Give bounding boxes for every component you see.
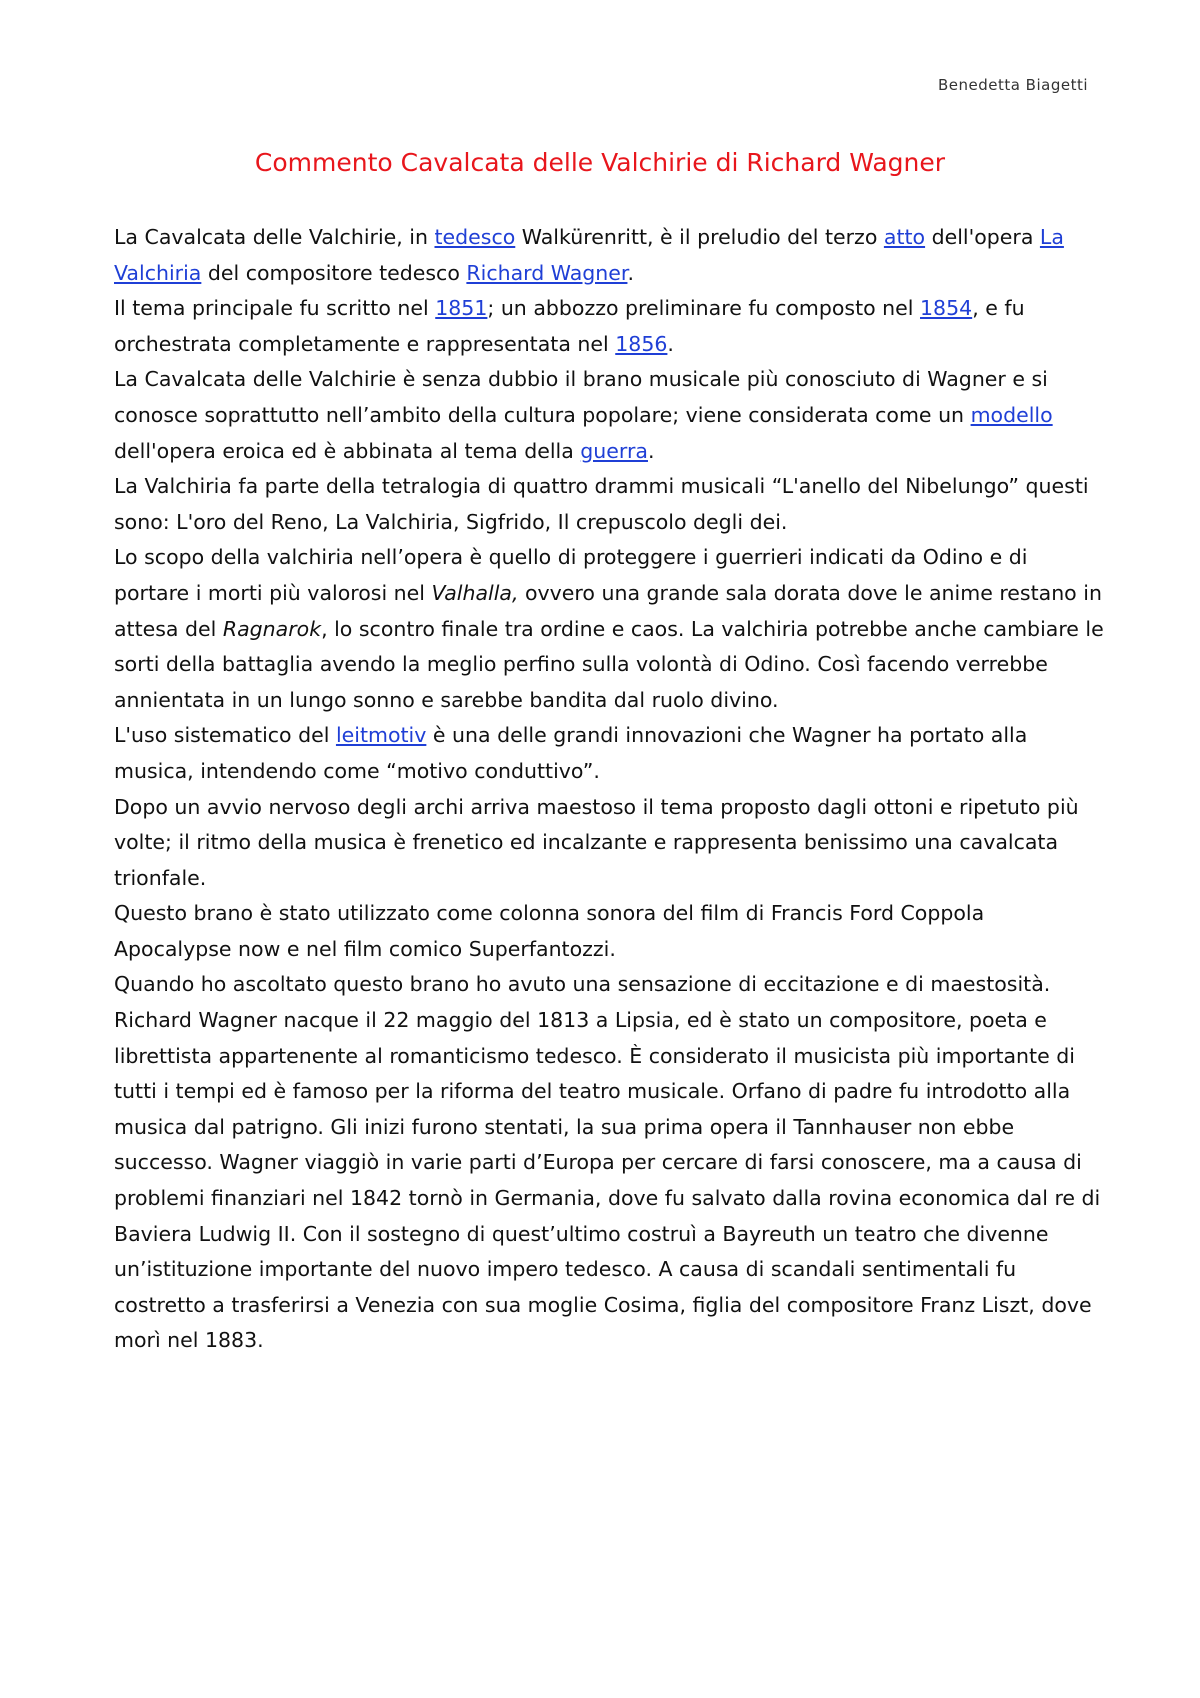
text-run: . xyxy=(647,438,655,463)
italic-text: Valhalla, xyxy=(431,580,519,605)
text-run: La Cavalcata delle Valchirie, in xyxy=(114,225,435,249)
paragraph xyxy=(114,362,1104,469)
text-run: Lo scopo della valchiria nell’opera è quello di proteggere i guerrieri indicati da Odino e di portare i morti più valorosi nel xyxy=(114,545,1028,605)
text-run: . xyxy=(667,331,674,356)
paragraph xyxy=(114,1003,1104,1359)
text-run: Questo brano è stato utilizzato come colonna sonora del film di Francis Ford Coppola Apocalypse now e nel film comico Superfantozzi. xyxy=(114,901,985,961)
text-run: . xyxy=(627,260,634,285)
hyperlink[interactable]: modello xyxy=(970,402,1053,427)
text-run: Richard Wagner nacque il 22 maggio del 1813 a Lipsia, ed è stato un compositore, poeta e librettista appartenente al romanticismo tedesco. È considerato il musicista più importante di tutti i tempi ed è famoso per la riforma del teatro musicale. Orfano di padre fu introdotto alla musica dal patrigno. Gli inizi furono stentati, la sua prima opera il Tannhauser non ebbe successo. Wagner viaggiò in varie parti d’Europa per cercare di farsi conoscere, ma a causa di problemi finanziari nel 1842 tornò in Germania, dove fu salvato dalla rovina economica dal re di Baviera Ludwig II. Con il sostegno di quest’ultimo costruì a Bayreuth un teatro che divenne un’istituzione importante del nuovo impero tedesco. A causa di scandali sentimentali fu costretto a trasferirsi a Venezia con sua moglie Cosima, figlia del compositore Franz Liszt, dove morì nel 1883. xyxy=(114,1008,1101,1353)
text-run: , lo scontro finale tra ordine e caos. La valchiria potrebbe anche cambiare le sorti della battaglia avendo la meglio perfino sulla volontà di Odino. Così facendo verrebbe annientata in un lungo sonno e sarebbe bandita dal ruolo divino. xyxy=(114,616,1104,712)
hyperlink[interactable]: atto xyxy=(883,225,926,249)
paragraph xyxy=(114,540,1104,718)
hyperlink[interactable]: tedesco xyxy=(434,225,516,249)
paragraph xyxy=(114,790,1104,897)
text-run: dell'opera eroica ed è abbinata al tema della xyxy=(114,438,581,463)
header-author: Benedetta Biagetti xyxy=(937,76,1088,94)
document-title: Commento Cavalcata delle Valchirie di Richard Wagner xyxy=(254,148,946,177)
hyperlink[interactable]: La Valchiria xyxy=(114,225,1064,285)
text-run: ovvero una grande sala dorata dove le anime restano in attesa del xyxy=(114,580,1102,641)
text-run: L'uso sistematico del xyxy=(114,723,336,748)
text-run: , e fu orchestrata completamente e rappresentata nel xyxy=(114,296,1025,356)
text-run: dell'opera xyxy=(925,225,1040,249)
paragraph xyxy=(114,469,1104,540)
paragraph xyxy=(114,896,1104,967)
hyperlink[interactable]: guerra xyxy=(580,438,648,463)
paragraph xyxy=(114,220,1104,291)
hyperlink[interactable]: 1856 xyxy=(615,331,668,356)
text-run: è una delle grandi innovazioni che Wagner ha portato alla musica, intendendo come “motivo conduttivo”. xyxy=(114,723,1028,783)
paragraph xyxy=(114,291,1104,362)
text-run: Il tema principale fu scritto nel xyxy=(114,296,436,321)
hyperlink[interactable]: Richard Wagner xyxy=(466,260,628,285)
text-run: La Valchiria fa parte della tetralogia di quattro drammi musicali “L'anello del Nibelungo” questi sono: L'oro del Reno, La Valchiria, Sigfrido, Il crepuscolo degli dei. xyxy=(114,474,1089,534)
italic-text: Ragnarok xyxy=(222,616,322,641)
document-body xyxy=(114,220,1104,1359)
paragraph xyxy=(114,967,1104,1003)
text-run: del compositore tedesco xyxy=(201,260,467,285)
paragraph xyxy=(114,718,1104,789)
text-run: Quando ho ascoltato questo brano ho avuto una sensazione di eccitazione e di maestosità. xyxy=(114,972,1051,997)
hyperlink[interactable]: leitmotiv xyxy=(335,723,427,748)
hyperlink[interactable]: 1854 xyxy=(920,296,973,321)
text-run: Walkürenritt, è il preludio del terzo xyxy=(515,225,884,249)
hyperlink[interactable]: 1851 xyxy=(435,296,488,321)
text-run: ; un abbozzo preliminare fu composto nel xyxy=(487,296,921,321)
text-run: Dopo un avvio nervoso degli archi arriva maestoso il tema proposto dagli ottoni e ripetuto più volte; il ritmo della musica è frenetico ed incalzante e rappresenta benissimo una cavalcata trionfale. xyxy=(114,794,1079,890)
text-run: La Cavalcata delle Valchirie è senza dubbio il brano musicale più conosciuto di Wagner e si conosce soprattutto nell’ambito della cultura popolare; viene considerata come un xyxy=(114,367,1048,427)
